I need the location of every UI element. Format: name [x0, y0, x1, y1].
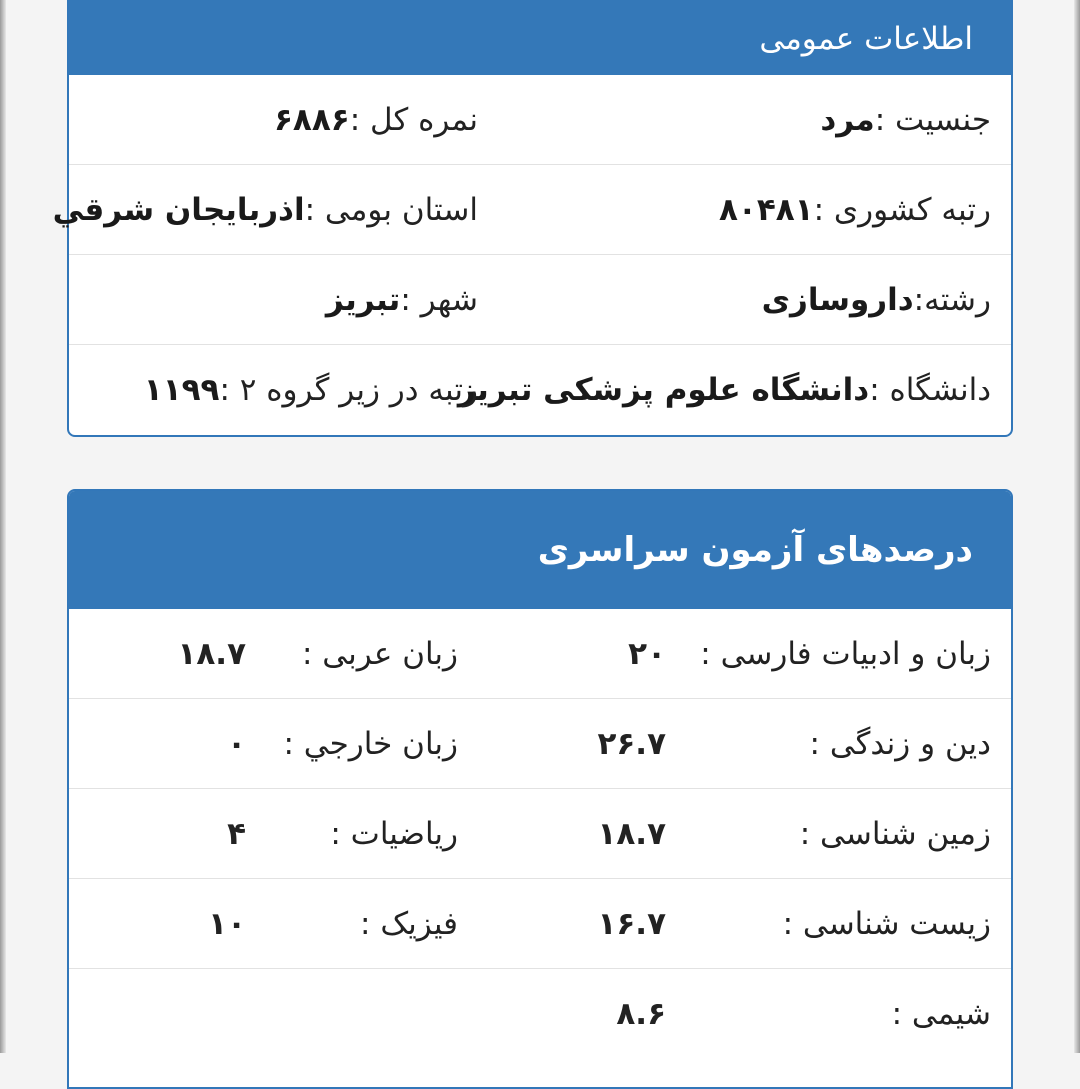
info-value: ۸۰۴۸۱	[719, 191, 814, 228]
info-cell-left	[144, 345, 478, 435]
score-row	[69, 699, 1011, 789]
info-row	[52, 165, 1011, 255]
score-row	[69, 879, 1011, 969]
info-label: رشته:	[913, 281, 991, 318]
info-value: مرد	[820, 101, 875, 138]
info-row	[69, 345, 1011, 435]
score-label: فیزیک :	[360, 905, 458, 942]
score-value: ۱۸.۷	[177, 635, 246, 672]
score-label: دین و زندگی :	[809, 725, 991, 762]
exam-scores-title: درصدهای آزمون سراسری	[537, 530, 973, 570]
info-row	[69, 75, 1011, 165]
info-cell-left	[53, 165, 478, 254]
score-value: ۱۰	[208, 905, 246, 942]
info-label: رتبه کشوری :	[813, 191, 991, 228]
score-value: ۲۶.۷	[597, 725, 666, 762]
score-row	[69, 789, 1011, 879]
info-row	[69, 255, 1011, 345]
info-value: ۱۱۹۹	[143, 372, 220, 408]
info-label: رتبه در زیر گروه ۲ :	[219, 372, 478, 408]
info-label: شهر :	[400, 281, 478, 318]
info-value: تبریز	[325, 281, 401, 318]
screen-edge-left	[0, 0, 6, 1053]
score-label: زبان عربی :	[301, 635, 458, 672]
general-info-title: اطلاعات عمومی	[759, 20, 973, 57]
info-label: استان بومی :	[304, 191, 478, 228]
score-value: ۰	[227, 725, 246, 762]
score-label: زمین شناسی :	[799, 815, 991, 852]
info-label: دانشگاه :	[869, 372, 991, 408]
info-cell-left	[326, 255, 478, 344]
general-info-header	[69, 0, 1011, 75]
info-value: داروسازی	[761, 281, 914, 318]
info-cell-right	[762, 255, 991, 344]
screen-edge-right	[1074, 0, 1080, 1053]
score-row	[69, 609, 1011, 699]
info-label: جنسیت :	[874, 101, 991, 138]
info-cell-right	[820, 75, 991, 164]
info-value: اذربایجان شرقي	[52, 191, 305, 228]
score-row	[69, 969, 1011, 1059]
info-cell-right	[458, 345, 991, 435]
info-label: نمره کل :	[349, 101, 478, 138]
score-label: زبان خارجي :	[283, 725, 458, 762]
info-cell-left	[274, 75, 478, 164]
score-value: ۸.۶	[616, 996, 666, 1032]
score-label: زبان و ادبیات فارسی :	[700, 635, 991, 672]
info-value: ۶۸۸۶	[274, 101, 350, 138]
score-value: ۱۸.۷	[597, 815, 666, 852]
info-cell-right	[719, 165, 991, 254]
info-value: دانشگاه علوم پزشکی تبریز	[457, 372, 870, 408]
score-label: ریاضیات :	[330, 815, 458, 852]
score-label: زیست شناسی :	[782, 905, 991, 942]
score-value: ۱۶.۷	[597, 905, 666, 942]
score-label: شیمی :	[891, 996, 991, 1032]
score-value: ۴	[227, 815, 246, 852]
exam-scores-card	[67, 489, 1013, 1089]
score-value: ۲۰	[628, 635, 666, 672]
general-info-card	[52, 0, 1013, 437]
exam-scores-header	[69, 491, 1011, 609]
